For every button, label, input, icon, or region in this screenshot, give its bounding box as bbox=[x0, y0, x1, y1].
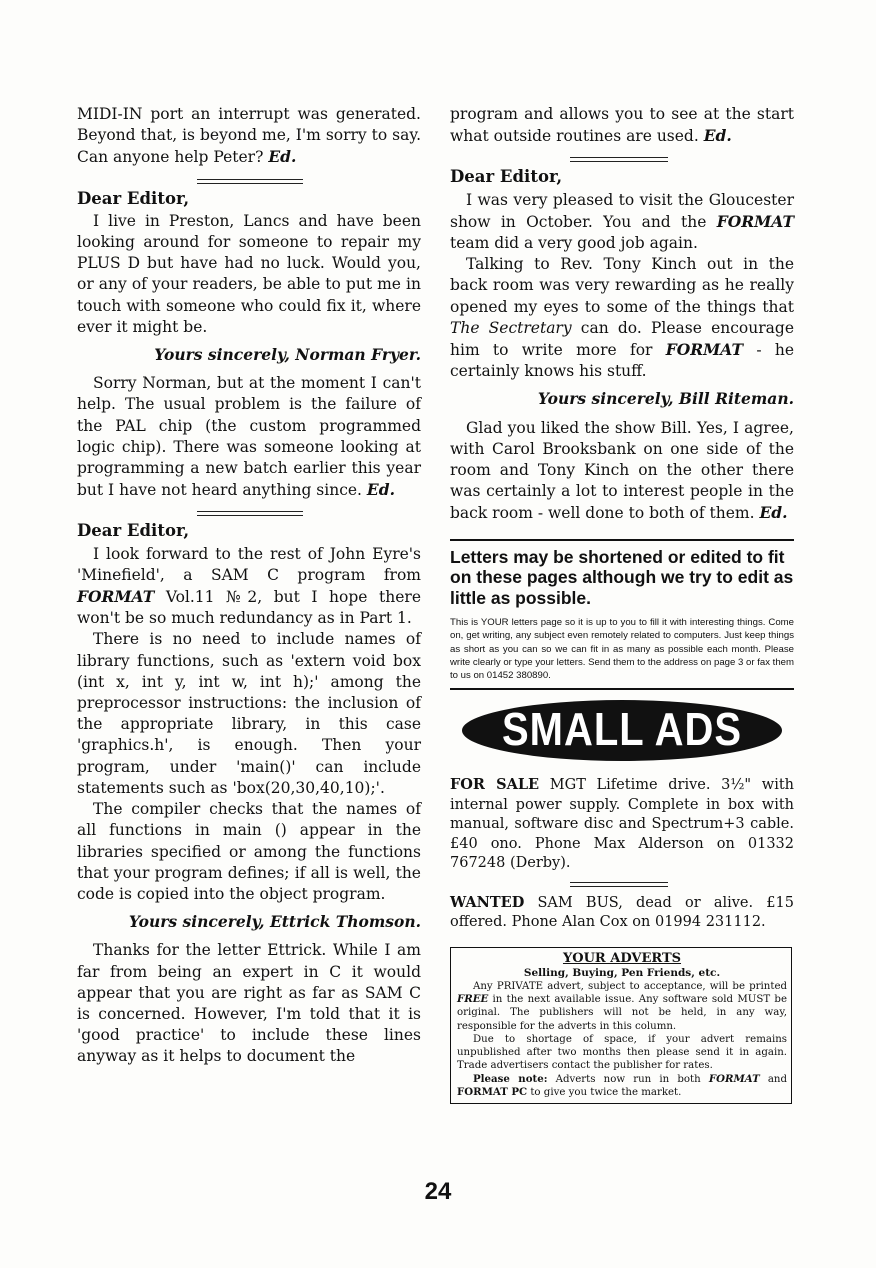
adbox-text: Please note: Adverts now run in both FORMAT and FORMAT PC to give you twice the market. bbox=[457, 1072, 787, 1099]
format-title: FORMAT bbox=[716, 211, 794, 231]
letters-notice bbox=[450, 539, 794, 691]
letter-signature: Yours sincerely, Bill Riteman. bbox=[537, 389, 794, 409]
letter-text: I look forward to the rest of John Eyre's 'Minefield', a SAM C program from FORMAT Vol.11 №2, but I hope there won't be so much redundancy as in Part 1. bbox=[77, 544, 421, 628]
format-title: FORMAT bbox=[665, 340, 744, 360]
letter-text: There is no need to include names of library functions, such as 'extern void box (int x, int y, int w, int h);' among the preprocessor instructions: the inclusion of the appropriate library, in this case 'graphics.h', is enough. Then your program, under 'main()' can include statements such as 'box(20,30,40,10);'. bbox=[77, 630, 421, 797]
divider bbox=[570, 882, 668, 887]
advert-item: WANTED SAM BUS, dead or alive. £15 offered. Phone Alan Cox on 01994 231112. bbox=[450, 893, 794, 931]
right-column bbox=[450, 104, 794, 1104]
editor-reply: Glad you liked the show Bill. Yes, I agree, with Carol Brooksbank on one side of the room and Tony Kinch on the other there was certainly a lot to interest people in the back room - well done to both of them. Ed. bbox=[450, 418, 794, 523]
letter-heading: Dear Editor, bbox=[77, 521, 190, 541]
advert-item: FOR SALE MGT Lifetime drive. 3½" with internal power supply. Complete in box with manual, software disc and Spectrum+3 cable. £40 ono. Phone Max Alderson on 01332 767248 (Derby). bbox=[450, 776, 794, 872]
editor-signoff: Ed. bbox=[366, 480, 395, 500]
editor-signoff: Ed. bbox=[703, 126, 732, 146]
letter-signature: Yours sincerely, Norman Fryer. bbox=[154, 345, 421, 365]
notice-headline: Letters may be shortened or edited to fit on these pages although we try to edit as little as possible. bbox=[450, 546, 794, 608]
divider bbox=[197, 511, 303, 516]
letter-text: I was very pleased to visit the Gloucester show in October. You and the FORMAT team did a very good job again. bbox=[450, 190, 794, 253]
left-column bbox=[77, 104, 421, 1068]
letter-signature: Yours sincerely, Ettrick Thomson. bbox=[128, 912, 421, 932]
editor-signoff: Ed. bbox=[759, 503, 788, 523]
advert-key: WANTED bbox=[450, 893, 525, 911]
divider bbox=[197, 179, 303, 184]
editor-reply: Thanks for the letter Ettrick. While I am far from being an expert in C it would appear that you are right as far as SAM C is concerned. However, I'm told that it is 'good practice' to include these lines anyway as it helps to document the bbox=[77, 941, 421, 1066]
notice-body: This is YOUR letters page so it is up to you to fill it with interesting things. Come on, get writing, any subject even remotely related to computers. Just keep things as short as you can so we can fit in as many as possible each month. Please write clearly or type your letters. Send them to the address on page 3 or fax them to us on 01452 380890. bbox=[450, 617, 794, 681]
letter-text: Talking to Rev. Tony Kinch out in the back room was very rewarding as he really opened my eyes to some of the things that The Sectretary can do. Please encourage him to write more for FORMAT - he certainly knows his stuff. bbox=[450, 255, 794, 381]
your-adverts-box bbox=[450, 947, 792, 1105]
letter-heading: Dear Editor, bbox=[450, 167, 563, 187]
format-title: FORMAT bbox=[77, 587, 155, 607]
adbox-text: Due to shortage of space, if your advert remains unpublished after two months then please send it in again. Trade advertisers contact the publisher for rates. bbox=[457, 1033, 787, 1072]
divider bbox=[570, 157, 668, 162]
editor-reply: Sorry Norman, but at the moment I can't help. The usual problem is the failure of the PAL chip (the custom programmed logic chip). There was someone looking at programming a new batch earlier this year but I have not heard anything since. Ed. bbox=[77, 374, 421, 500]
adbox-text: Any PRIVATE advert, subject to acceptance, will be printed FREE in the next available issue. Any software sold MUST be original. The publishers will not be held, in any way, responsible for the adverts in this column. bbox=[457, 980, 787, 1032]
editor-signoff: Ed. bbox=[268, 147, 297, 167]
letter-text: MIDI-IN port an interrupt was generated. Beyond that, is beyond me, I'm sorry to say. Can anyone help Peter? Ed. bbox=[77, 105, 421, 167]
letter-text: The compiler checks that the names of all functions in main () appear in the libraries specified or among the functions that your program defines; if all is well, the code is copied into the object program. bbox=[77, 800, 421, 903]
advert-key: FOR SALE bbox=[450, 776, 540, 794]
letter-heading: Dear Editor, bbox=[77, 188, 190, 208]
small-ads-banner bbox=[450, 704, 794, 757]
letter-text: I live in Preston, Lancs and have been looking around for someone to repair my PLUS D but have had no luck. Would you, or any of your readers, be able to put me in touch with someone who could fix it, where ever it might be. bbox=[77, 211, 421, 336]
page-number: 24 bbox=[424, 1178, 452, 1205]
program-title: The Sectretary bbox=[450, 318, 572, 337]
small-ads-title: SMALL ADS bbox=[462, 700, 782, 761]
editor-reply: program and allows you to see at the start what outside routines are used. Ed. bbox=[450, 105, 794, 146]
adbox-subtitle: Selling, Buying, Pen Friends, etc. bbox=[523, 966, 721, 979]
adbox-title: YOUR ADVERTS bbox=[562, 950, 682, 966]
